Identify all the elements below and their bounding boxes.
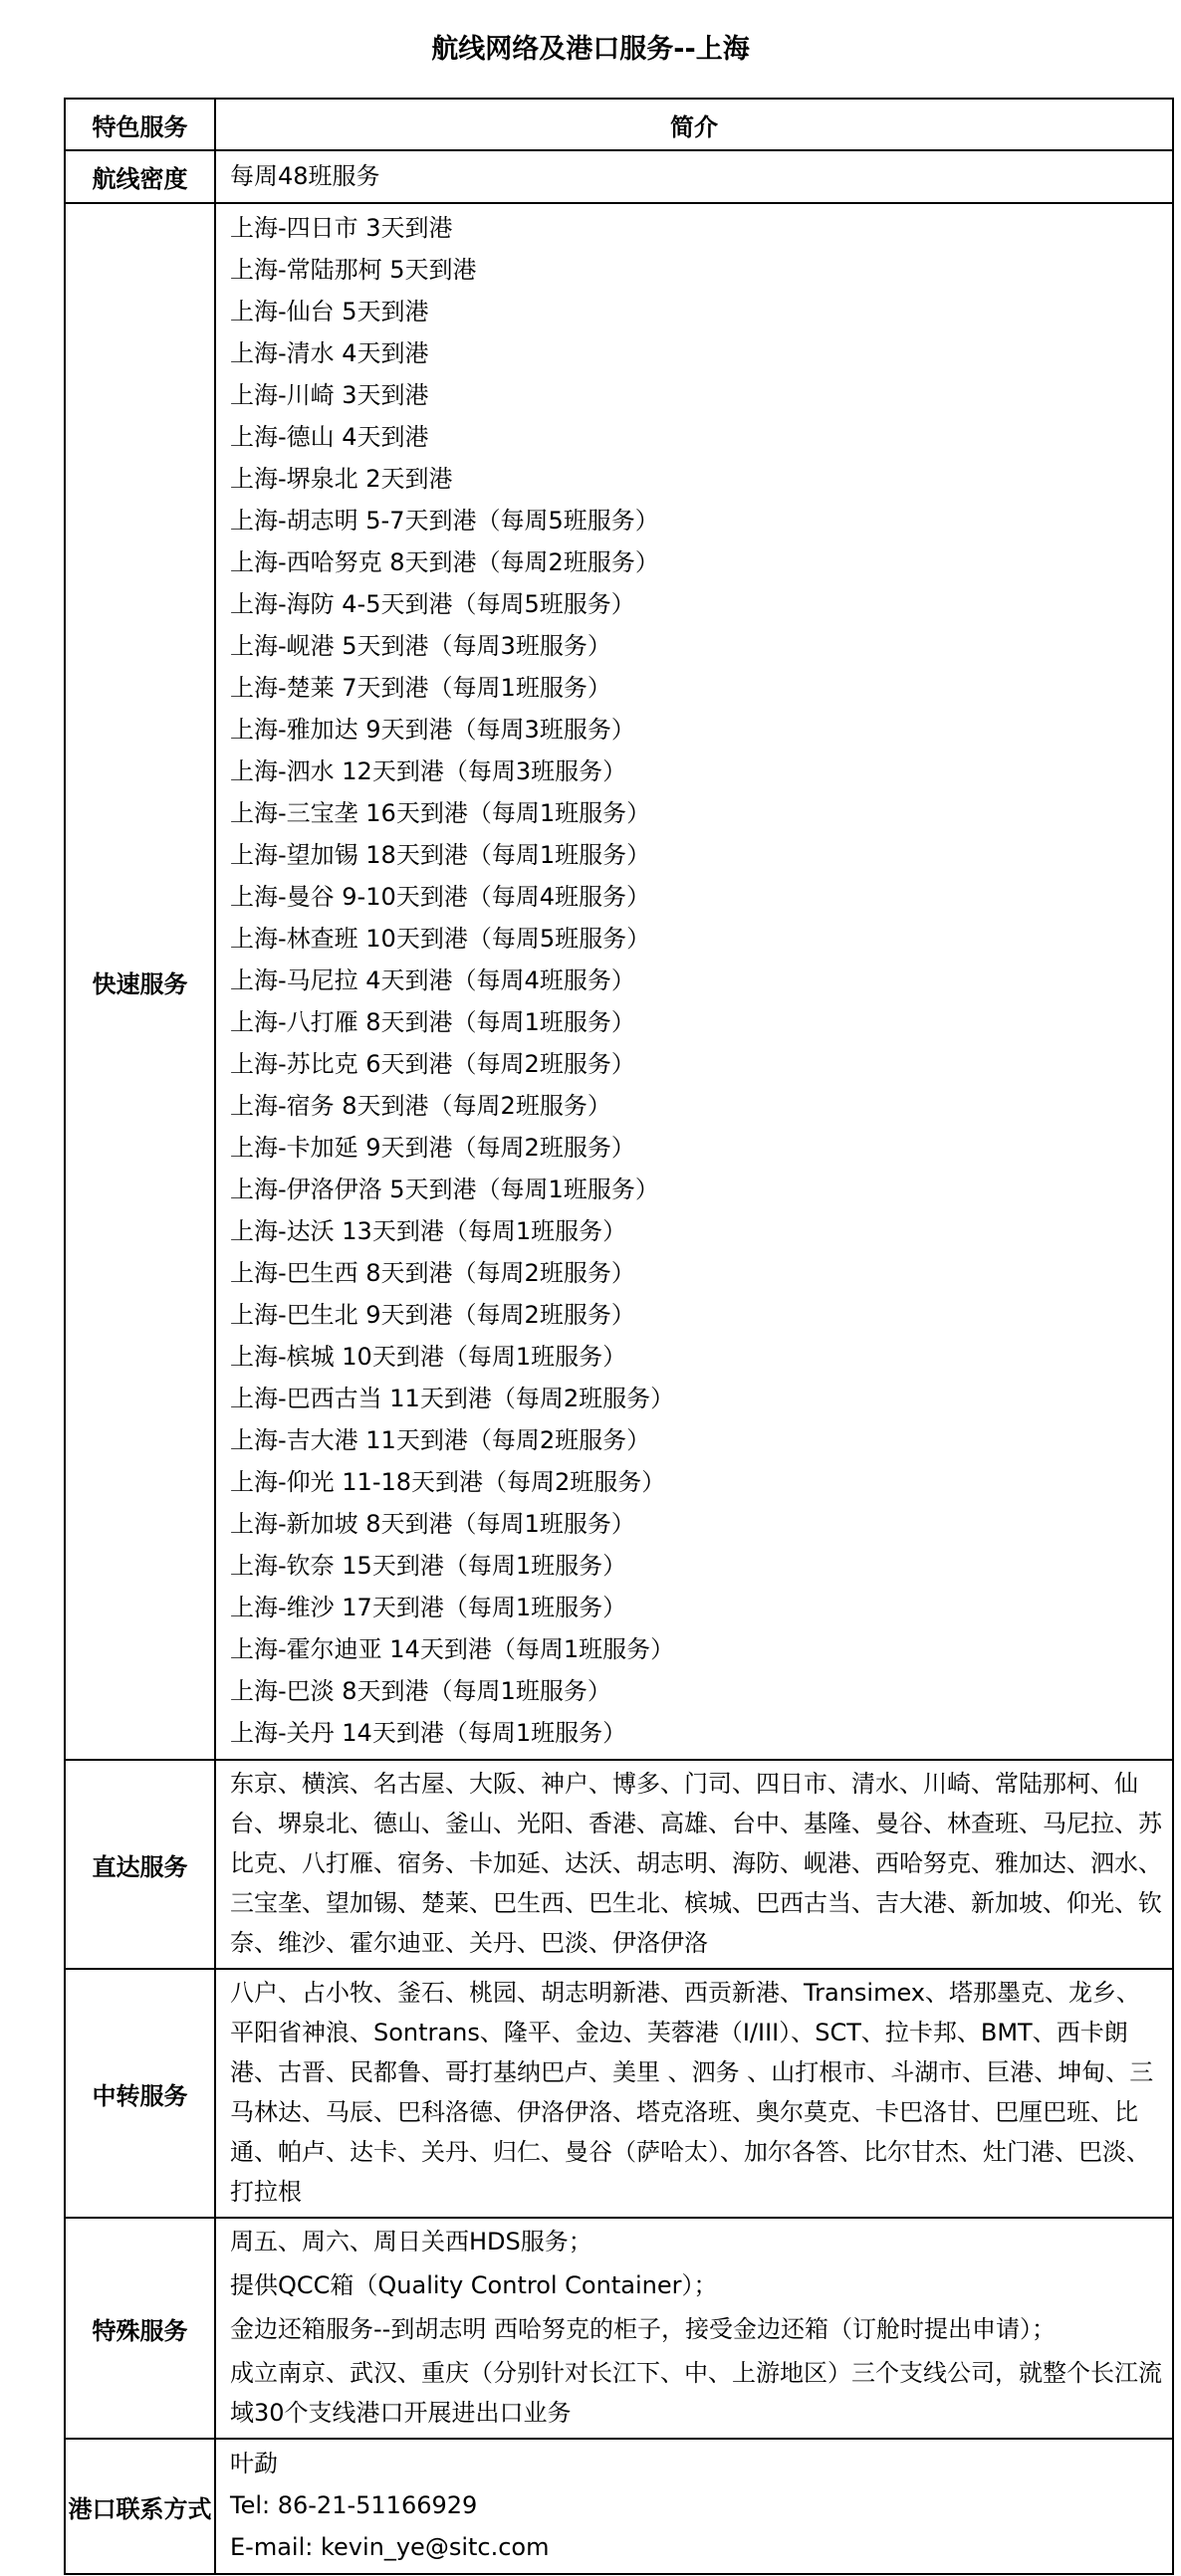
express-route-item: 上海-巴西古当 11天到港（每周2班服务）: [230, 1385, 675, 1412]
express-route-item: 上海-伊洛伊洛 5天到港（每周1班服务）: [230, 1176, 659, 1203]
special-item: 周五、周六、周日关西HDS服务；: [230, 2228, 592, 2255]
special-item: 金边还箱服务--到胡志明 西哈努克的柜子，接受金边还箱（订舱时提出申请）；: [230, 2315, 1056, 2343]
express-route-item: 上海-霍尔迪亚 14天到港（每周1班服务）: [230, 1635, 675, 1663]
express-route-item: 上海-吉大港 11天到港（每周2班服务）: [230, 1426, 651, 1454]
direct-ports: [215, 1760, 1173, 1969]
express-route-item: 上海-清水 4天到港: [230, 339, 429, 367]
express-route-item: 上海-泗水 12天到港（每周3班服务）: [230, 757, 627, 785]
label-route-density: 航线密度: [65, 150, 215, 203]
express-route-item: 上海-卡加延 9天到港（每周2班服务）: [230, 1134, 635, 1162]
table-header-row: [65, 99, 1173, 150]
express-route-item: 上海-马尼拉 4天到港（每周4班服务）: [230, 966, 635, 994]
express-route-item: 上海-巴淡 8天到港（每周1班服务）: [230, 1677, 611, 1705]
express-route-item: 上海-苏比克 6天到港（每周2班服务）: [230, 1050, 635, 1078]
service-table: [64, 98, 1174, 2575]
express-route-item: 上海-钦奈 15天到港（每周1班服务）: [230, 1552, 627, 1580]
row-special: [65, 2218, 1173, 2439]
express-route-item: 上海-西哈努克 8天到港（每周2班服务）: [230, 548, 659, 576]
special-item: 提供QCC箱（Quality Control Container）；: [230, 2271, 718, 2299]
contact-info: [215, 2439, 1173, 2574]
express-route-item: 上海-关丹 14天到港（每周1班服务）: [230, 1719, 627, 1747]
express-route-item: 上海-巴生西 8天到港（每周2班服务）: [230, 1259, 635, 1287]
express-route-item: 上海-槟城 10天到港（每周1班服务）: [230, 1343, 627, 1371]
row-direct: [65, 1760, 1173, 1969]
express-route-item: 上海-望加锡 18天到港（每周1班服务）: [230, 841, 651, 869]
transship-ports-text: 八户、占小牧、釜石、桃园、胡志明新港、西贡新港、Transimex、塔那墨克、龙乡、平阳省神浪、Sontrans、隆平、金边、芙蓉港（I/III）、SCT、拉卡邦、BMT、西卡朗港、古晋、民都鲁、哥打基纳巴卢、美里 、泗务 、山打根市、斗湖市、巨港、坤甸、三马林达、马辰、巴科洛德、伊洛伊洛、塔克洛班、奥尔莫克、卡巴洛甘、巴厘巴班、比通、帕卢、达卡、关丹、归仁、曼谷（萨哈太）、加尔各答、比尔甘杰、灶门港、巴淡、打拉根: [230, 1979, 1154, 2206]
label-express: 快速服务: [65, 203, 215, 1760]
page-title: 航线网络及港口服务--上海: [431, 34, 750, 65]
label-special: 特殊服务: [65, 2218, 215, 2439]
express-route-item: 上海-新加坡 8天到港（每周1班服务）: [230, 1510, 635, 1538]
express-route-item: 上海-川崎 3天到港: [230, 381, 429, 409]
contact-tel[interactable]: Tel: 86-21-51166929: [230, 2491, 478, 2519]
header-feature: 特色服务: [65, 99, 215, 150]
route-density-text: 每周48班服务: [230, 162, 380, 190]
header-intro: 简介: [215, 99, 1173, 150]
express-route-item: 上海-海防 4-5天到港（每周5班服务）: [230, 590, 635, 618]
express-route-item: 上海-八打雁 8天到港（每周1班服务）: [230, 1008, 635, 1036]
express-route-item: 上海-仙台 5天到港: [230, 298, 429, 325]
value-route-density: [215, 150, 1173, 203]
special-services: [215, 2218, 1173, 2439]
express-route-item: 上海-达沃 13天到港（每周1班服务）: [230, 1217, 627, 1245]
row-route-density: [65, 150, 1173, 203]
row-express: [65, 203, 1173, 1760]
express-route-item: 上海-楚莱 7天到港（每周1班服务）: [230, 674, 611, 702]
transship-ports: [215, 1969, 1173, 2218]
label-transship: 中转服务: [65, 1969, 215, 2218]
express-route-item: 上海-胡志明 5-7天到港（每周5班服务）: [230, 507, 659, 535]
row-contact: [65, 2439, 1173, 2574]
special-item: 成立南京、武汉、重庆（分别针对长江下、中、上游地区）三个支线公司，就整个长江流域30个支线港口开展进出口业务: [230, 2359, 1162, 2427]
express-route-item: 上海-维沙 17天到港（每周1班服务）: [230, 1594, 627, 1621]
express-route-item: 上海-常陆那柯 5天到港: [230, 256, 477, 284]
express-routes: [215, 203, 1173, 1760]
label-contact: 港口联系方式: [65, 2439, 215, 2574]
express-route-item: 上海-雅加达 9天到港（每周3班服务）: [230, 716, 635, 744]
express-route-item: 上海-四日市 3天到港: [230, 214, 453, 242]
express-route-item: 上海-仰光 11-18天到港（每周2班服务）: [230, 1468, 666, 1496]
row-transship: [65, 1969, 1173, 2218]
express-route-item: 上海-曼谷 9-10天到港（每周4班服务）: [230, 883, 651, 911]
express-route-item: 上海-宿务 8天到港（每周2班服务）: [230, 1092, 611, 1120]
contact-name: 叶勐: [230, 2450, 278, 2477]
express-route-item: 上海-堺泉北 2天到港: [230, 465, 453, 493]
express-route-item: 上海-岘港 5天到港（每周3班服务）: [230, 632, 611, 660]
express-route-item: 上海-林查班 10天到港（每周5班服务）: [230, 925, 651, 953]
contact-email[interactable]: E-mail: kevin_ye@sitc.com: [230, 2533, 550, 2561]
express-route-item: 上海-德山 4天到港: [230, 423, 429, 451]
direct-ports-text: 东京、横滨、名古屋、大阪、神户、博多、门司、四日市、清水、川崎、常陆那柯、仙台、堺泉北、德山、釜山、光阳、香港、高雄、台中、基隆、曼谷、林查班、马尼拉、苏比克、八打雁、宿务、卡加延、达沃、胡志明、海防、岘港、西哈努克、雅加达、泗水、三宝垄、望加锡、楚莱、巴生西、巴生北、槟城、巴西古当、吉大港、新加坡、仰光、钦奈、维沙、霍尔迪亚、关丹、巴淡、伊洛伊洛: [230, 1770, 1162, 1957]
express-route-item: 上海-三宝垄 16天到港（每周1班服务）: [230, 799, 651, 827]
label-direct: 直达服务: [65, 1760, 215, 1969]
express-route-item: 上海-巴生北 9天到港（每周2班服务）: [230, 1301, 635, 1329]
